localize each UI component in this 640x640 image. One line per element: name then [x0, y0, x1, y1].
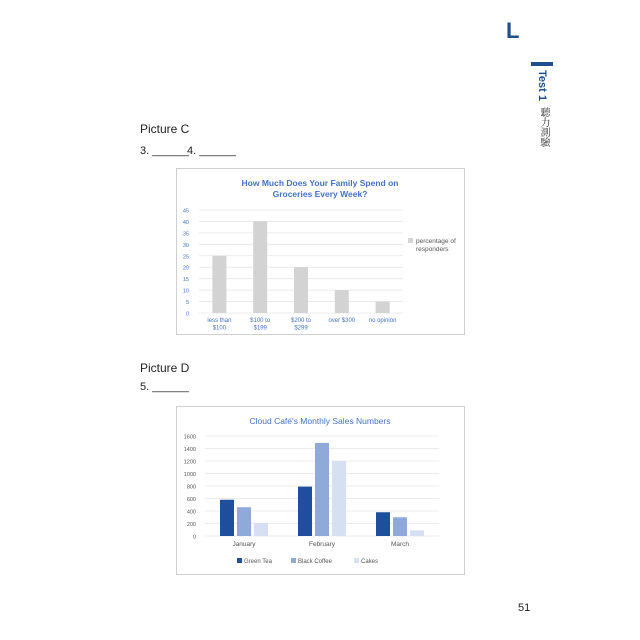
legend-label: Cakes — [361, 559, 379, 565]
chart-title: How Much Does Your Family Spend on — [241, 178, 399, 188]
x-tick-label: $100 — [212, 325, 227, 332]
chart-title: Groceries Every Week? — [272, 189, 368, 199]
bar — [410, 530, 424, 536]
bar — [254, 523, 268, 536]
y-tick-label: 1600 — [183, 434, 196, 441]
y-tick-label: 35 — [182, 231, 189, 238]
bar — [294, 267, 308, 313]
y-tick-label: 400 — [186, 509, 196, 516]
y-tick-label: 0 — [192, 534, 196, 541]
bar — [332, 461, 346, 536]
bar — [315, 443, 329, 536]
x-tick-label: no opinion — [368, 318, 397, 324]
y-tick-label: 5 — [185, 300, 189, 307]
y-tick-label: 0 — [185, 311, 189, 318]
x-tick-label: less than — [207, 318, 232, 324]
bar — [237, 507, 251, 536]
legend-swatch — [408, 238, 413, 243]
bar — [212, 256, 226, 313]
chart-grocery-spending — [176, 168, 465, 335]
x-tick-label: $100 to — [250, 318, 271, 324]
x-tick-label: over $300 — [328, 318, 356, 324]
y-tick-label: 45 — [182, 208, 189, 215]
y-tick-label: 1000 — [183, 472, 196, 478]
y-tick-label: 800 — [186, 484, 196, 491]
y-tick-label: 25 — [182, 254, 189, 261]
grocery-chart-svg — [177, 169, 464, 334]
section-divider — [531, 62, 553, 66]
y-tick-label: 30 — [182, 242, 189, 249]
y-tick-label: 200 — [186, 522, 196, 528]
y-tick-label: 600 — [186, 497, 196, 503]
page-number: 51 — [518, 602, 531, 614]
bar — [376, 302, 390, 313]
y-tick-label: 1200 — [183, 459, 196, 466]
x-tick-label: February — [308, 541, 336, 548]
chart-cafe-sales — [176, 406, 465, 575]
legend-swatch — [354, 558, 359, 563]
picture-c-label: Picture C — [140, 122, 190, 136]
section-letter: L — [506, 18, 520, 43]
y-tick-label: 10 — [182, 288, 189, 295]
legend-label: percentage of — [416, 238, 456, 245]
legend-label: Green Tea — [244, 559, 272, 565]
bar — [335, 290, 349, 313]
legend-label: responders — [416, 246, 449, 253]
y-tick-label: 15 — [182, 277, 189, 284]
y-tick-label: 1400 — [183, 447, 196, 453]
x-tick-label: March — [390, 541, 410, 548]
bar — [220, 500, 234, 536]
bar — [393, 517, 407, 536]
x-tick-label: $199 — [253, 325, 267, 332]
legend-swatch — [291, 558, 296, 563]
x-tick-label: $299 — [294, 325, 308, 332]
x-tick-label: January — [232, 541, 256, 548]
picture-d-label: Picture D — [140, 361, 190, 375]
legend-label: Black Coffee — [298, 559, 332, 565]
answer-blank-3: 3. ______ — [140, 145, 189, 157]
y-tick-label: 40 — [182, 219, 189, 226]
answer-blank-5: 5. ______ — [140, 381, 189, 393]
y-tick-label: 20 — [182, 265, 189, 272]
x-tick-label: $200 to — [290, 318, 312, 324]
chart-title: Cloud Café's Monthly Sales Numbers — [249, 416, 391, 426]
section-subtitle: 聽力測驗 — [538, 107, 549, 147]
bar — [376, 512, 390, 536]
section-test-label: Test 1 — [536, 70, 548, 101]
answer-blank-4: 4. ______ — [187, 145, 236, 157]
cafe-sales-chart-svg — [177, 407, 464, 574]
bar — [298, 487, 312, 536]
bar — [253, 221, 267, 313]
legend-swatch — [237, 558, 242, 563]
